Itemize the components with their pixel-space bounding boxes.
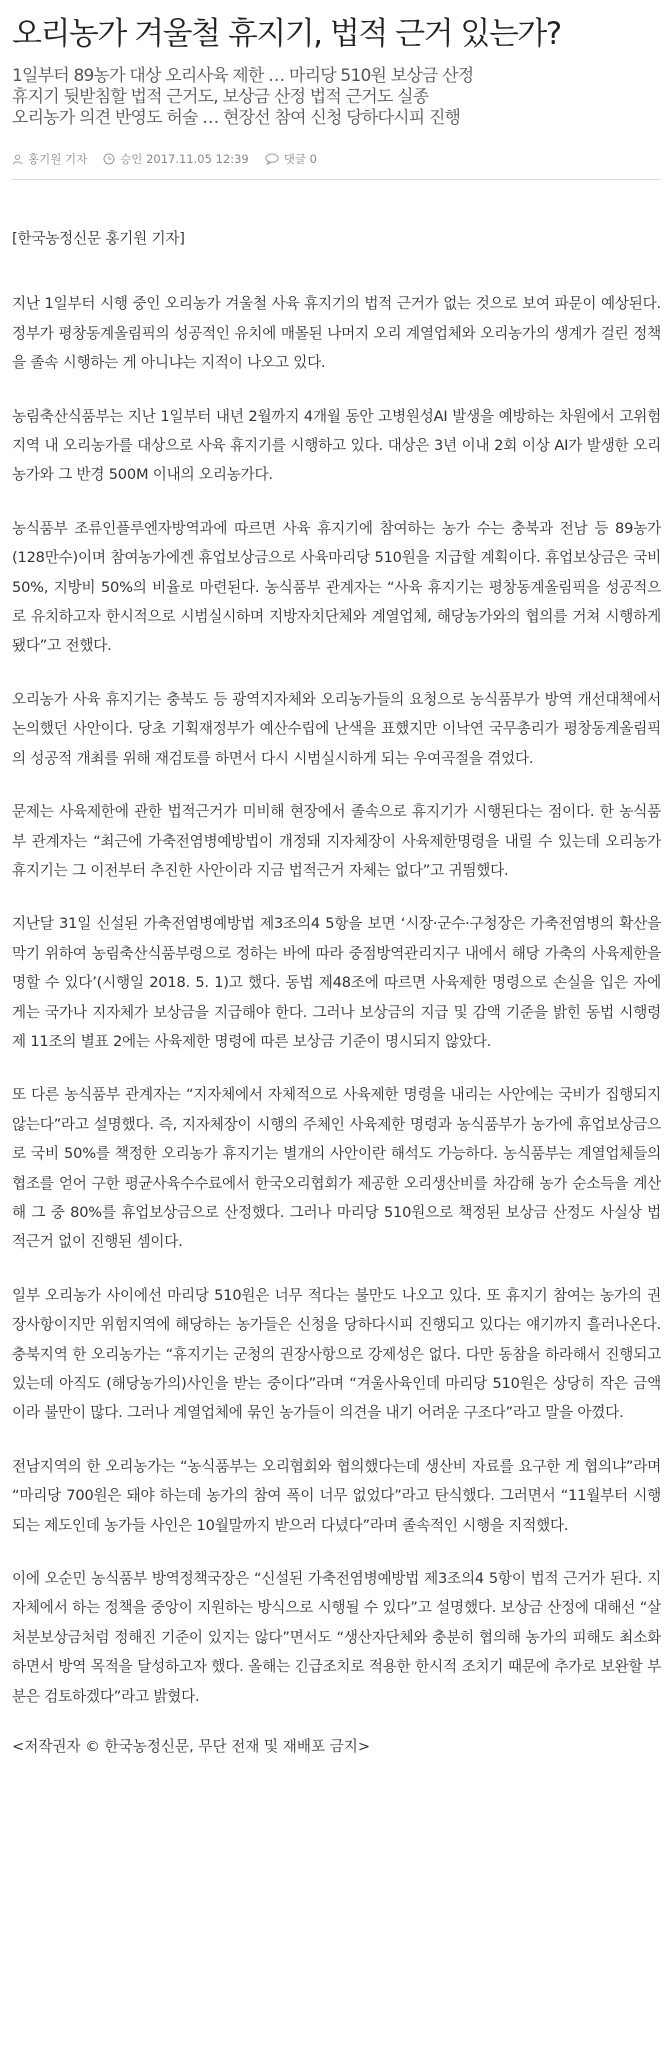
author-info: [12, 151, 87, 167]
article-paragraph: 일부 오리농가 사이에선 마리당 510원은 너무 적다는 불만도 나오고 있다. 또 휴지기 참여는 농가의 권장사항이지만 위험지역에 해당하는 농가들은 신청을 당하다시피 진행되고 있다는 얘기까지 흘러나온다. 충북지역 한 오리농가는 “휴지기는 군청의 권장사항으로 강제성은 없다. 다만 동참을 하라해서 진행되고 있는데 아직도 (해당농가의)사인을 받는 중이다”라며 “겨울사육인데 마리당 510원은 상당히 작은 금액이라 불만이 많다. 그러나 계열업체에 묶인 농가들이 의견을 내기 어려운 구조다”라고 말을 아꼈다.: [12, 1286, 661, 1422]
publish-date: 승인 2017.11.05 12:39: [120, 152, 249, 166]
article-subtitles: [12, 66, 661, 129]
article-title: 오리농가 겨울철 휴지기, 법적 근거 있는가?: [12, 16, 561, 52]
date-info: [103, 151, 249, 167]
article-paragraph: 또 다른 농식품부 관계자는 “지자체에서 자체적으로 사육제한 명령을 내리는 사안에는 국비가 집행되지 않는다”라고 설명했다. 즉, 지자체장이 시행의 주체인 사육제한 명령과 농식품부가 농가에 휴업보상금으로 국비 50%를 책정한 오리농가 휴지기는 별개의 사안이란 해석도 가능하다. 농식품부는 계열업체들의 협조를 얻어 구한 평균사육수수료에서 한국오리협회가 제공한 오리생산비를 차감해 농가 순소득을 계산해 그 중 80%를 휴업보상금으로 산정했다. 그러나 마리당 510원으로 책정된 보상금 산정도 사실상 법적근거 없이 진행된 셈이다.: [12, 1086, 661, 1251]
author-name: 홍기원 기자: [28, 152, 88, 166]
article-paragraph: 농림축산식품부는 지난 1일부터 내년 2월까지 4개월 동안 고병원성AI 발생을 예방하는 차원에서 고위험지역 내 오리농가를 대상으로 사육 휴지기를 시행하고 있다. 대상은 3년 이내 2회 이상 AI가 발생한 오리농가와 그 반경 500M 이내의 오리농가다.: [12, 407, 661, 484]
comment-count[interactable]: 댓글 0: [283, 152, 317, 166]
comment-info[interactable]: [265, 151, 317, 167]
article-paragraph: 지난달 31일 신설된 가축전염병예방법 제3조의4 5항을 보면 ‘시장·군수·구청장은 가축전염병의 확산을 막기 위하여 농림축산식품부령으로 정하는 바에 따라 중점방역관리지구 내에서 해당 가축의 사육제한을 명할 수 있다’(시행일 2018. 5. 1)고 했다. 동법 제48조에 따르면 사육제한 명령으로 손실을 입은 자에게는 국가나 지자체가 보상금을 지급해야 한다. 그러나 보상금의 지급 및 감액 기준을 밝힌 동법 시행령 제 11조의 별표 2에는 사육제한 명령에 따른 보상금 기준이 명시되지 않았다.: [12, 915, 661, 1050]
person-icon: [12, 154, 23, 165]
article-subtitle: 휴지기 뒷받침할 법적 근거도, 보상금 산정 법적 근거도 실종: [12, 87, 429, 107]
speech-bubble-icon: [265, 153, 279, 165]
article-paragraph: 전남지역의 한 오리농가는 “농식품부는 오리협회와 협의했다는데 생산비 자료를 요구한 게 협의냐”라며 “마리당 700원은 돼야 하는데 농가의 참여 폭이 너무 없었다”라고 탄식했다. 그러면서 “11월부터 시행되는 제도인데 농가들 사인은 10월말까지 받으러 다녔다”라며 졸속적인 시행을 지적했다.: [12, 1457, 661, 1534]
article-paragraph: 농식품부 조류인플루엔자방역과에 따르면 사육 휴지기에 참여하는 농가 수는 충북과 전남 등 89농가(128만수)이며 참여농가에겐 휴업보상금으로 사육마리당 510원을 지급할 계획이다. 휴업보상금은 국비 50%, 지방비 50%의 비율로 마련된다. 농식품부 관계자는 “사육 휴지기는 평창동계올림픽을 성공적으로 유치하고자 한시적으로 시범실시하며 지방자치단체와 계열업체, 해당농가와의 협의를 거쳐 시행하게 됐다”고 전했다.: [12, 519, 661, 655]
clock-icon: [103, 153, 115, 165]
article-paragraph: 오리농가 사육 휴지기는 충북도 등 광역지자체와 오리농가들의 요청으로 농식품부가 방역 개선대책에서 논의했던 사안이다. 당초 기획재정부가 예산수립에 난색을 표했지만 이낙연 국무총리가 평창동계올림픽의 성공적 개최를 위해 재검토를 하면서 다시 시범실시하게 되는 우여곡절을 겪었다.: [12, 690, 661, 767]
article-body: [12, 180, 661, 1756]
article-subtitle: 오리농가 의견 반영도 허술 … 현장선 참여 신청 당하다시피 진행: [12, 108, 461, 128]
article-paragraph: 이에 오순민 농식품부 방역정책국장은 “신설된 가축전염병예방법 제3조의4 5항이 법적 근거가 된다. 지자체에서 하는 정책을 중앙이 지원하는 방식으로 시행될 수 있다”고 설명했다. 보상금 산정에 대해선 “살처분보상금처럼 정해진 기준이 있지는 않다”면서도 “생산자단체와 충분히 협의해 농가의 피해도 최소화하면서 방역 목적을 달성하고자 했다. 올해는 긴급조치로 적용한 한시적 조치기 때문에 추가로 보완할 부분은 검토하겠다”라고 밝혔다.: [12, 1570, 661, 1705]
article-source: [한국농정신문 홍기원 기자]: [12, 230, 185, 247]
article-paragraph: 지난 1일부터 시행 중인 오리농가 겨울철 사육 휴지기의 법적 근거가 없는 것으로 보여 파문이 예상된다. 정부가 평창동계올림픽의 성공적인 유치에 매몰된 나머지 오리 계열업체와 오리농가의 생계가 걸린 정책을 졸속 시행하는 게 아니냐는 지적이 나오고 있다.: [12, 295, 661, 372]
article-subtitle: 1일부터 89농가 대상 오리사육 제한 … 마리당 510원 보상금 산정: [12, 66, 474, 86]
copyright-notice: <저작권자 © 한국농정신문, 무단 전재 및 재배포 금지>: [12, 1738, 371, 1756]
article-meta: [12, 151, 661, 180]
article-paragraph: 문제는 사육제한에 관한 법적근거가 미비해 현장에서 졸속으로 휴지기가 시행된다는 점이다. 한 농식품부 관계자는 “최근에 가축전염병예방법이 개정돼 지자체장이 사육제한명령을 내릴 수 있는데 오리농가 휴지기는 그 이전부터 추진한 사안이라 지금 법적근거 자체는 없다”고 귀띔했다.: [12, 803, 661, 879]
